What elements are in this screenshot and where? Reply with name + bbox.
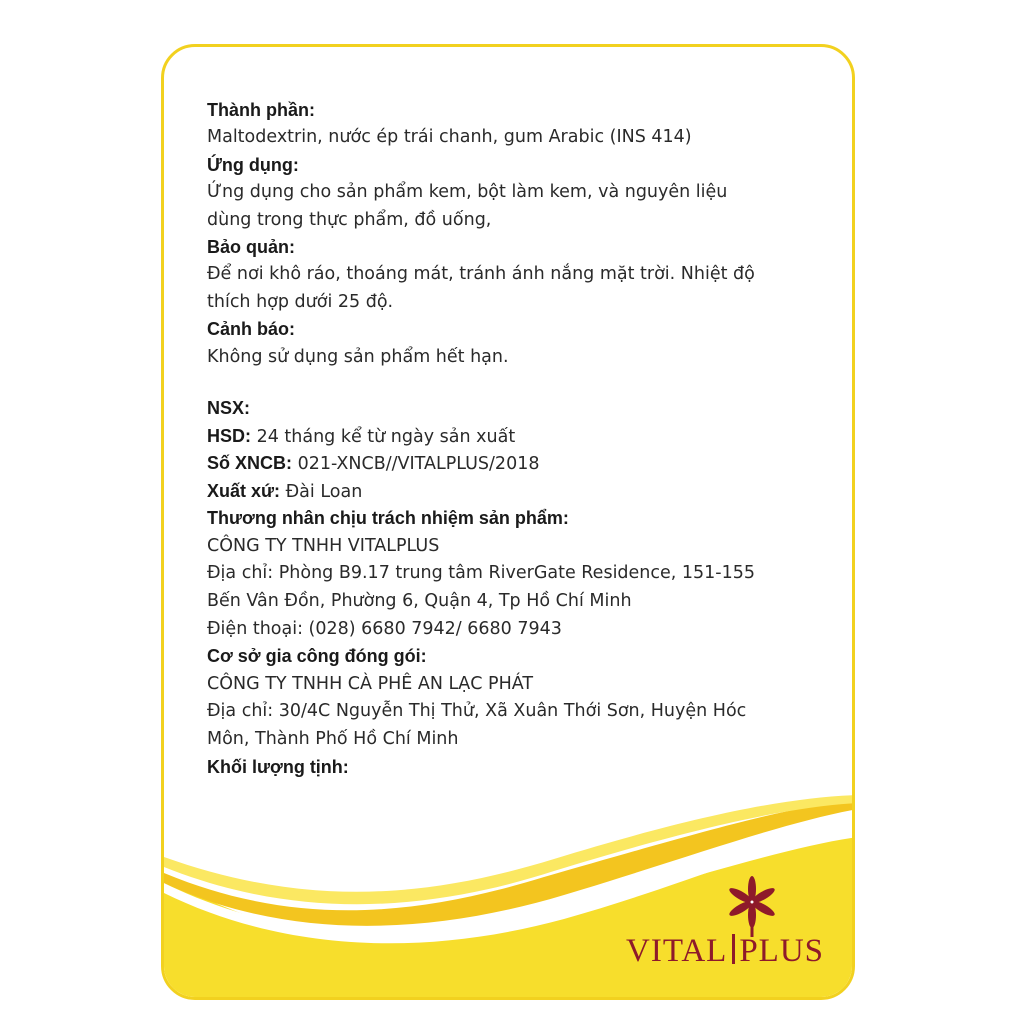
usage-heading: Ứng dụng: xyxy=(207,154,299,175)
packer-heading: Cơ sở gia công đóng gói: xyxy=(207,646,427,667)
packer-name: CÔNG TY TNHH CÀ PHÊ AN LẠC PHÁT xyxy=(207,673,534,694)
ingredients-text: Maltodextrin, nước ép trái chanh, gum Arabic (INS 414) xyxy=(207,127,692,148)
label-text-block xyxy=(207,97,817,781)
packer-address-line-1: Địa chỉ: 30/4C Nguyễn Thị Thử, Xã Xuân Thới Sơn, Huyện Hóc xyxy=(207,701,747,722)
storage-text-line-1: Để nơi khô ráo, thoáng mát, tránh ánh nắng mặt trời. Nhiệt độ xyxy=(207,264,755,285)
trader-name: CÔNG TY TNHH VITALPLUS xyxy=(207,535,440,556)
brand-wordmark: VITAL PLUS xyxy=(626,933,825,969)
usage-text-line-1: Ứng dụng cho sản phẩm kem, bột làm kem, và nguyên liệu xyxy=(207,182,728,203)
label-card xyxy=(161,44,855,1000)
usage-text-line-2: dùng trong thực phẩm, đồ uống, xyxy=(207,209,492,230)
origin-row: Xuất xứ: Đài Loan xyxy=(207,480,363,502)
flower-icon xyxy=(724,875,780,937)
storage-heading: Bảo quản: xyxy=(207,236,295,257)
trader-phone: Điện thoại: (028) 6680 7942/ 6680 7943 xyxy=(207,618,562,639)
packer-address-line-2: Môn, Thành Phố Hồ Chí Minh xyxy=(207,729,459,750)
storage-text-line-2: thích hợp dưới 25 độ. xyxy=(207,291,394,312)
warning-heading: Cảnh báo: xyxy=(207,319,295,340)
vitalplus-logo xyxy=(626,875,832,975)
net-weight-row: Khối lượng tịnh: xyxy=(207,756,349,777)
xncb-row: Số XNCB: 021-XNCB//VITALPLUS/2018 xyxy=(207,453,540,475)
warning-text: Không sử dụng sản phẩm hết hạn. xyxy=(207,346,509,367)
ingredients-heading: Thành phần: xyxy=(207,100,315,120)
hsd-row: HSD: 24 tháng kể từ ngày sản xuất xyxy=(207,425,516,447)
trader-heading: Thương nhân chịu trách nhiệm sản phẩm: xyxy=(207,508,569,529)
trader-address-line-2: Bến Vân Đồn, Phường 6, Quận 4, Tp Hồ Chí Minh xyxy=(207,591,632,612)
trader-address-line-1: Địa chỉ: Phòng B9.17 trung tâm RiverGate Residence, 151-155 xyxy=(207,563,756,584)
nsx-row: NSX: xyxy=(207,397,251,418)
